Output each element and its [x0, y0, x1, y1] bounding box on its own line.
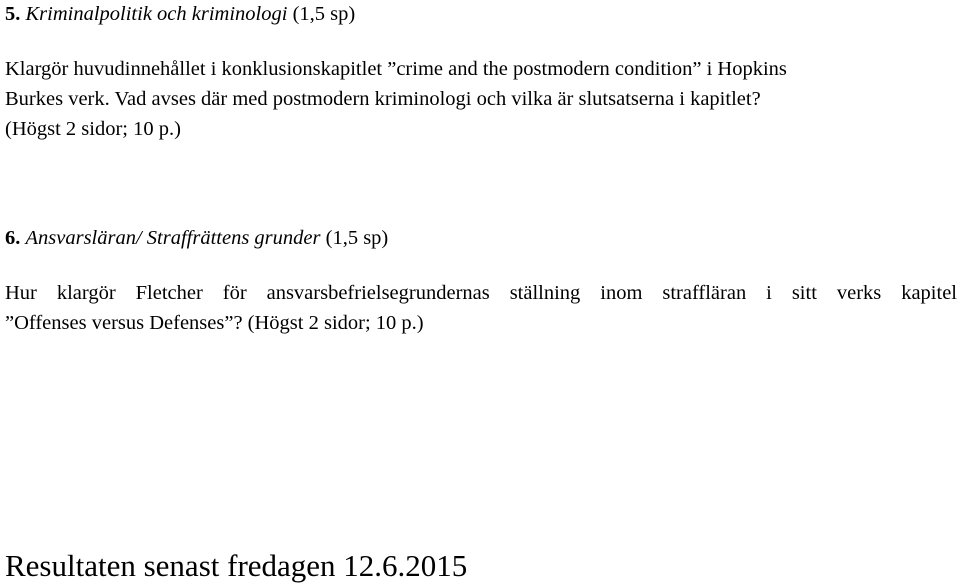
results-deadline: Resultaten senast fredagen 12.6.2015 [5, 548, 468, 583]
section-6-line-2: ”Offenses versus Defenses”? (Högst 2 sidor; 10 p.) [5, 312, 424, 334]
section-6-question [5, 278, 957, 338]
section-6-heading [5, 226, 388, 250]
section-6-line-1: Hur klargör Fletcher för ansvarsbefrielsegrundernas ställning inom straffläran i sitt verks kapitel [5, 282, 957, 304]
section-5-number: 5. [5, 3, 21, 25]
section-5-line-1: Klargör huvudinnehållet i konklusionskapitlet ”crime and the postmodern condition” i Hopkins [5, 58, 787, 80]
section-6-title: Ansvarsläran/ Straffrättens grunder [25, 227, 321, 249]
section-5-line-3: (Högst 2 sidor; 10 p.) [5, 118, 181, 140]
section-5-question [5, 54, 787, 144]
section-5-line-2: Burkes verk. Vad avses där med postmodern kriminologi och vilka är slutsatserna i kapitlet? [5, 88, 761, 110]
section-5-heading [5, 2, 355, 26]
section-5-title: Kriminalpolitik och kriminologi [25, 3, 288, 25]
section-6-number: 6. [5, 227, 21, 249]
section-6-credits: (1,5 sp) [325, 227, 389, 249]
section-5-credits: (1,5 sp) [292, 3, 356, 25]
